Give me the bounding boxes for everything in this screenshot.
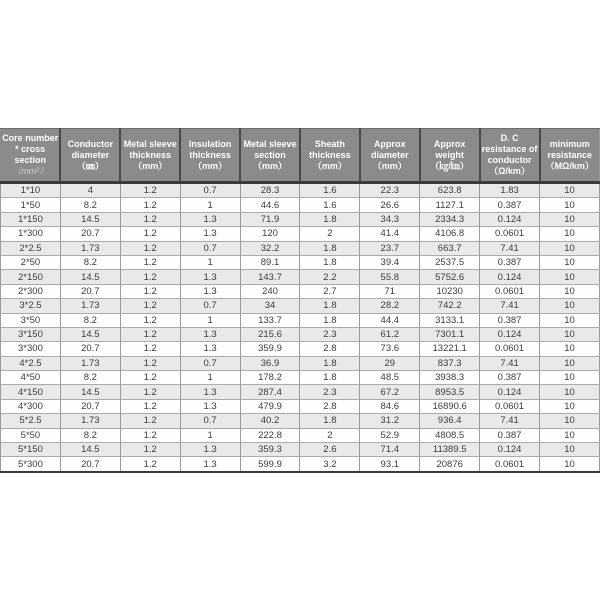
- column-title-line: thickness: [189, 149, 231, 160]
- cell-conductor-diameter: 20.7: [60, 399, 120, 413]
- cell-approx-weight: 7301.1: [420, 327, 480, 341]
- cell-conductor-diameter: 1.73: [60, 356, 120, 370]
- column-title-line: Conductor: [67, 138, 114, 149]
- cell-approx-weight: 4106.8: [420, 227, 480, 241]
- cell-metal-sleeve-thickness: 1.2: [120, 284, 180, 298]
- cell-conductor-diameter: 20.7: [60, 227, 120, 241]
- cell-core-number-cross-section: 5*50: [1, 428, 61, 442]
- cell-conductor-diameter: 20.7: [60, 457, 120, 472]
- column-title-line: Insulation: [188, 138, 232, 149]
- cell-minimum-resistance: 10: [540, 270, 600, 284]
- cell-metal-sleeve-section: 44.6: [240, 198, 300, 212]
- column-title-line: * cross: [15, 144, 46, 154]
- cell-metal-sleeve-thickness: 1.2: [120, 227, 180, 241]
- table-row: [1, 428, 600, 442]
- cell-conductor-diameter: 1.73: [60, 414, 120, 428]
- column-unit: （mm）: [312, 160, 347, 171]
- cell-metal-sleeve-section: 359.3: [240, 443, 300, 457]
- cell-sheath-thickness: 1.8: [300, 371, 360, 385]
- cell-conductor-diameter: 20.7: [60, 284, 120, 298]
- cell-approx-diameter: 71: [360, 284, 420, 298]
- cell-metal-sleeve-thickness: 1.2: [120, 399, 180, 413]
- cell-approx-weight: 13221.1: [420, 342, 480, 356]
- cell-core-number-cross-section: 4*300: [1, 399, 61, 413]
- column-title-line: diameter: [71, 149, 110, 160]
- cell-dc-resistance-of-conductor: 0.124: [480, 385, 540, 399]
- cell-insulation-thickness: 1.3: [180, 385, 240, 399]
- cell-dc-resistance-of-conductor: 7.41: [480, 299, 540, 313]
- cell-metal-sleeve-thickness: 1.2: [120, 255, 180, 269]
- cell-conductor-diameter: 14.5: [60, 212, 120, 226]
- cell-approx-diameter: 22.3: [360, 183, 420, 198]
- cell-core-number-cross-section: 3*2.5: [1, 299, 61, 313]
- cell-approx-weight: 742.2: [420, 299, 480, 313]
- cell-minimum-resistance: 10: [540, 371, 600, 385]
- cell-metal-sleeve-section: 120: [240, 227, 300, 241]
- table-row: [1, 356, 600, 370]
- cell-dc-resistance-of-conductor: 0.124: [480, 212, 540, 226]
- table-row: [1, 241, 600, 255]
- cell-sheath-thickness: 1.8: [300, 313, 360, 327]
- cell-sheath-thickness: 1.8: [300, 414, 360, 428]
- cell-approx-diameter: 41.4: [360, 227, 420, 241]
- cell-metal-sleeve-section: 133.7: [240, 313, 300, 327]
- cell-core-number-cross-section: 2*150: [1, 270, 61, 284]
- column-unit: （㎏/㎞）: [430, 160, 469, 171]
- cell-insulation-thickness: 0.7: [180, 299, 240, 313]
- cell-insulation-thickness: 1.3: [180, 443, 240, 457]
- cell-sheath-thickness: 2.6: [300, 443, 360, 457]
- cell-dc-resistance-of-conductor: 7.41: [480, 241, 540, 255]
- cell-insulation-thickness: 0.7: [180, 241, 240, 255]
- table-row: [1, 457, 600, 472]
- cell-approx-diameter: 73.6: [360, 342, 420, 356]
- cell-metal-sleeve-section: 89.1: [240, 255, 300, 269]
- cell-approx-weight: 2334.3: [420, 212, 480, 226]
- cell-dc-resistance-of-conductor: 7.41: [480, 414, 540, 428]
- cell-approx-weight: 5752.6: [420, 270, 480, 284]
- table-row: [1, 385, 600, 399]
- cell-approx-diameter: 39.4: [360, 255, 420, 269]
- cell-sheath-thickness: 1.8: [300, 212, 360, 226]
- cell-insulation-thickness: 1.3: [180, 399, 240, 413]
- cell-approx-weight: 20876: [420, 457, 480, 472]
- table-row: [1, 227, 600, 241]
- column-title-line: resistance of: [481, 144, 538, 154]
- cell-approx-weight: 663.7: [420, 241, 480, 255]
- cell-sheath-thickness: 2: [300, 227, 360, 241]
- cell-metal-sleeve-section: 359.9: [240, 342, 300, 356]
- cell-approx-diameter: 93.1: [360, 457, 420, 472]
- column-header-approx-weight: [420, 129, 480, 183]
- table-row: [1, 183, 600, 198]
- table-row: [1, 284, 600, 298]
- cell-conductor-diameter: 14.5: [60, 443, 120, 457]
- cell-minimum-resistance: 10: [540, 183, 600, 198]
- cell-sheath-thickness: 1.6: [300, 183, 360, 198]
- column-title-line: diameter: [371, 149, 409, 160]
- cell-sheath-thickness: 1.6: [300, 198, 360, 212]
- cell-approx-weight: 936.4: [420, 414, 480, 428]
- cell-core-number-cross-section: 4*50: [1, 371, 61, 385]
- cell-minimum-resistance: 10: [540, 385, 600, 399]
- cell-approx-diameter: 48.5: [360, 371, 420, 385]
- cell-dc-resistance-of-conductor: 0.124: [480, 327, 540, 341]
- cell-approx-diameter: 26.6: [360, 198, 420, 212]
- cell-minimum-resistance: 10: [540, 255, 600, 269]
- column-title-line: Core number: [2, 133, 59, 143]
- column-header-sheath-thickness: [300, 129, 360, 183]
- cell-metal-sleeve-thickness: 1.2: [120, 212, 180, 226]
- cell-minimum-resistance: 10: [540, 198, 600, 212]
- cell-minimum-resistance: 10: [540, 356, 600, 370]
- cell-metal-sleeve-section: 240: [240, 284, 300, 298]
- cell-insulation-thickness: 1.3: [180, 327, 240, 341]
- cell-dc-resistance-of-conductor: 0.0601: [480, 227, 540, 241]
- column-header-conductor-diameter: [60, 129, 120, 183]
- cell-approx-weight: 3938.3: [420, 371, 480, 385]
- table-row: [1, 327, 600, 341]
- column-unit: （mm）: [133, 160, 168, 171]
- cell-approx-diameter: 44.4: [360, 313, 420, 327]
- column-title-line: thickness: [309, 149, 351, 160]
- cell-approx-weight: 1127.1: [420, 198, 480, 212]
- cell-conductor-diameter: 14.5: [60, 270, 120, 284]
- cell-dc-resistance-of-conductor: 0.387: [480, 255, 540, 269]
- cell-metal-sleeve-thickness: 1.2: [120, 385, 180, 399]
- cell-minimum-resistance: 10: [540, 399, 600, 413]
- cell-approx-weight: 8953.5: [420, 385, 480, 399]
- cell-core-number-cross-section: 2*300: [1, 284, 61, 298]
- table-row: [1, 212, 600, 226]
- cell-approx-diameter: 52.9: [360, 428, 420, 442]
- cell-approx-diameter: 34.3: [360, 212, 420, 226]
- column-title-line: resistance: [547, 149, 593, 160]
- cell-conductor-diameter: 1.73: [60, 241, 120, 255]
- cell-insulation-thickness: 0.7: [180, 356, 240, 370]
- cell-conductor-diameter: 8.2: [60, 198, 120, 212]
- cell-insulation-thickness: 1.3: [180, 342, 240, 356]
- cell-metal-sleeve-thickness: 1.2: [120, 270, 180, 284]
- cell-sheath-thickness: 3.2: [300, 457, 360, 472]
- cell-metal-sleeve-section: 143.7: [240, 270, 300, 284]
- cell-minimum-resistance: 10: [540, 227, 600, 241]
- column-header-approx-diameter: [360, 129, 420, 183]
- column-unit: （MΩ/km）: [545, 160, 594, 171]
- cell-approx-diameter: 23.7: [360, 241, 420, 255]
- column-unit: （mm）: [193, 160, 228, 171]
- cell-minimum-resistance: 10: [540, 443, 600, 457]
- table-row: [1, 414, 600, 428]
- cell-approx-diameter: 71.4: [360, 443, 420, 457]
- cell-approx-weight: 11389.5: [420, 443, 480, 457]
- cell-core-number-cross-section: 4*2.5: [1, 356, 61, 370]
- cell-insulation-thickness: 0.7: [180, 183, 240, 198]
- cell-minimum-resistance: 10: [540, 428, 600, 442]
- cell-dc-resistance-of-conductor: 0.0601: [480, 342, 540, 356]
- cell-insulation-thickness: 1: [180, 371, 240, 385]
- column-title-line: D. C: [500, 133, 519, 143]
- cell-insulation-thickness: 1.3: [180, 212, 240, 226]
- cell-dc-resistance-of-conductor: 0.0601: [480, 457, 540, 472]
- column-header-metal-sleeve-section: [240, 129, 300, 183]
- cell-core-number-cross-section: 3*300: [1, 342, 61, 356]
- cell-dc-resistance-of-conductor: 0.387: [480, 428, 540, 442]
- cell-metal-sleeve-thickness: 1.2: [120, 327, 180, 341]
- cell-approx-weight: 4808.5: [420, 428, 480, 442]
- cell-insulation-thickness: 1.3: [180, 457, 240, 472]
- cell-metal-sleeve-thickness: 1.2: [120, 371, 180, 385]
- cell-sheath-thickness: 2.2: [300, 270, 360, 284]
- cell-approx-diameter: 61.2: [360, 327, 420, 341]
- cell-metal-sleeve-section: 32.2: [240, 241, 300, 255]
- cell-core-number-cross-section: 1*10: [1, 183, 61, 198]
- table-body: [1, 183, 600, 472]
- cell-metal-sleeve-section: 71.9: [240, 212, 300, 226]
- cell-conductor-diameter: 14.5: [60, 327, 120, 341]
- cell-approx-diameter: 31.2: [360, 414, 420, 428]
- cell-core-number-cross-section: 1*300: [1, 227, 61, 241]
- cell-approx-diameter: 28.2: [360, 299, 420, 313]
- cell-dc-resistance-of-conductor: 0.0601: [480, 284, 540, 298]
- cell-metal-sleeve-thickness: 1.2: [120, 241, 180, 255]
- cell-approx-diameter: 29: [360, 356, 420, 370]
- cell-insulation-thickness: 1.3: [180, 270, 240, 284]
- table-row: [1, 270, 600, 284]
- cell-metal-sleeve-section: 36.9: [240, 356, 300, 370]
- column-title-line: section: [254, 149, 286, 160]
- cell-conductor-diameter: 20.7: [60, 342, 120, 356]
- column-title-line: weight: [435, 149, 464, 160]
- column-header-minimum-resistance: [540, 129, 600, 183]
- cell-core-number-cross-section: 3*50: [1, 313, 61, 327]
- column-title-line: section: [14, 155, 46, 165]
- cell-metal-sleeve-thickness: 1.2: [120, 414, 180, 428]
- cable-spec-table: [0, 128, 600, 473]
- cell-conductor-diameter: 8.2: [60, 428, 120, 442]
- cell-conductor-diameter: 1.73: [60, 299, 120, 313]
- cell-insulation-thickness: 1: [180, 428, 240, 442]
- cell-conductor-diameter: 8.2: [60, 255, 120, 269]
- column-title-line: Approx: [433, 138, 466, 149]
- cell-conductor-diameter: 8.2: [60, 371, 120, 385]
- cell-metal-sleeve-thickness: 1.2: [120, 428, 180, 442]
- column-header-dc-resistance-of-conductor: [480, 129, 540, 183]
- table-row: [1, 198, 600, 212]
- cell-metal-sleeve-section: 34: [240, 299, 300, 313]
- cell-sheath-thickness: 2.3: [300, 385, 360, 399]
- cell-approx-weight: 2537.5: [420, 255, 480, 269]
- cell-metal-sleeve-thickness: 1.2: [120, 198, 180, 212]
- cell-minimum-resistance: 10: [540, 327, 600, 341]
- cell-sheath-thickness: 2.3: [300, 327, 360, 341]
- cell-approx-diameter: 67.2: [360, 385, 420, 399]
- cell-metal-sleeve-section: 599.9: [240, 457, 300, 472]
- cell-sheath-thickness: 1.8: [300, 299, 360, 313]
- cell-sheath-thickness: 1.8: [300, 255, 360, 269]
- cell-conductor-diameter: 14.5: [60, 385, 120, 399]
- column-unit: （mm²）: [12, 166, 49, 176]
- cell-sheath-thickness: 2.8: [300, 342, 360, 356]
- column-unit: （mm）: [253, 160, 288, 171]
- cell-metal-sleeve-thickness: 1.2: [120, 457, 180, 472]
- cell-metal-sleeve-thickness: 1.2: [120, 342, 180, 356]
- column-title-line: Sheath: [314, 138, 345, 149]
- column-title-line: Metal sleeve: [123, 138, 177, 149]
- column-unit: （mm）: [372, 160, 407, 171]
- cell-minimum-resistance: 10: [540, 299, 600, 313]
- column-unit: （Ω/km）: [489, 166, 530, 176]
- cell-dc-resistance-of-conductor: 0.387: [480, 313, 540, 327]
- column-title-line: conductor: [487, 155, 532, 165]
- cell-core-number-cross-section: 5*150: [1, 443, 61, 457]
- cell-metal-sleeve-section: 40.2: [240, 414, 300, 428]
- cell-dc-resistance-of-conductor: 0.387: [480, 371, 540, 385]
- table-row: [1, 255, 600, 269]
- cell-insulation-thickness: 1: [180, 313, 240, 327]
- cell-sheath-thickness: 1.8: [300, 241, 360, 255]
- cell-dc-resistance-of-conductor: 0.124: [480, 270, 540, 284]
- cell-metal-sleeve-thickness: 1.2: [120, 183, 180, 198]
- cell-sheath-thickness: 2: [300, 428, 360, 442]
- cell-core-number-cross-section: 4*150: [1, 385, 61, 399]
- column-header-insulation-thickness: [180, 129, 240, 183]
- cell-minimum-resistance: 10: [540, 414, 600, 428]
- cell-minimum-resistance: 10: [540, 212, 600, 226]
- column-header-core-number-cross-section: [1, 129, 61, 183]
- cell-metal-sleeve-thickness: 1.2: [120, 299, 180, 313]
- column-title-line: Metal sleeve: [243, 138, 297, 149]
- cell-sheath-thickness: 1.8: [300, 356, 360, 370]
- cell-core-number-cross-section: 1*50: [1, 198, 61, 212]
- cell-approx-weight: 16890.6: [420, 399, 480, 413]
- cell-dc-resistance-of-conductor: 1.83: [480, 183, 540, 198]
- cell-conductor-diameter: 4: [60, 183, 120, 198]
- cell-dc-resistance-of-conductor: 0.387: [480, 198, 540, 212]
- column-title-line: Approx: [374, 138, 406, 149]
- cell-dc-resistance-of-conductor: 0.0601: [480, 399, 540, 413]
- table-header: [1, 129, 600, 183]
- column-header-metal-sleeve-thickness: [120, 129, 180, 183]
- cell-dc-resistance-of-conductor: 7.41: [480, 356, 540, 370]
- cell-conductor-diameter: 8.2: [60, 313, 120, 327]
- cell-minimum-resistance: 10: [540, 313, 600, 327]
- cell-sheath-thickness: 2.8: [300, 399, 360, 413]
- column-title-line: thickness: [129, 149, 171, 160]
- cell-minimum-resistance: 10: [540, 241, 600, 255]
- cell-core-number-cross-section: 3*150: [1, 327, 61, 341]
- header-row: [1, 129, 600, 183]
- cell-approx-weight: 623.8: [420, 183, 480, 198]
- cell-metal-sleeve-section: 479.9: [240, 399, 300, 413]
- table-row: [1, 313, 600, 327]
- table-row: [1, 371, 600, 385]
- cell-approx-diameter: 84.6: [360, 399, 420, 413]
- cell-insulation-thickness: 1: [180, 255, 240, 269]
- cell-core-number-cross-section: 5*2.5: [1, 414, 61, 428]
- cell-metal-sleeve-section: 28.3: [240, 183, 300, 198]
- cell-approx-weight: 837.3: [420, 356, 480, 370]
- cell-metal-sleeve-section: 287.4: [240, 385, 300, 399]
- cell-core-number-cross-section: 5*300: [1, 457, 61, 472]
- cell-metal-sleeve-section: 215.6: [240, 327, 300, 341]
- cell-metal-sleeve-section: 178.2: [240, 371, 300, 385]
- table-row: [1, 342, 600, 356]
- cell-minimum-resistance: 10: [540, 284, 600, 298]
- cell-minimum-resistance: 10: [540, 457, 600, 472]
- cell-metal-sleeve-thickness: 1.2: [120, 313, 180, 327]
- cell-insulation-thickness: 1: [180, 198, 240, 212]
- cell-approx-diameter: 55.8: [360, 270, 420, 284]
- cell-sheath-thickness: 2.7: [300, 284, 360, 298]
- column-title-line: minimum: [549, 138, 590, 149]
- cell-metal-sleeve-section: 222.8: [240, 428, 300, 442]
- cell-minimum-resistance: 10: [540, 342, 600, 356]
- cell-approx-weight: 10230: [420, 284, 480, 298]
- table-row: [1, 299, 600, 313]
- cell-metal-sleeve-thickness: 1.2: [120, 356, 180, 370]
- cell-core-number-cross-section: 2*50: [1, 255, 61, 269]
- cell-metal-sleeve-thickness: 1.2: [120, 443, 180, 457]
- cell-insulation-thickness: 0.7: [180, 414, 240, 428]
- cell-approx-weight: 3133.1: [420, 313, 480, 327]
- cell-core-number-cross-section: 1*150: [1, 212, 61, 226]
- table-row: [1, 443, 600, 457]
- cell-insulation-thickness: 1.3: [180, 227, 240, 241]
- cell-dc-resistance-of-conductor: 0.124: [480, 443, 540, 457]
- cell-core-number-cross-section: 2*2.5: [1, 241, 61, 255]
- column-unit: （㎜）: [76, 160, 104, 171]
- table-row: [1, 399, 600, 413]
- cell-insulation-thickness: 1.3: [180, 284, 240, 298]
